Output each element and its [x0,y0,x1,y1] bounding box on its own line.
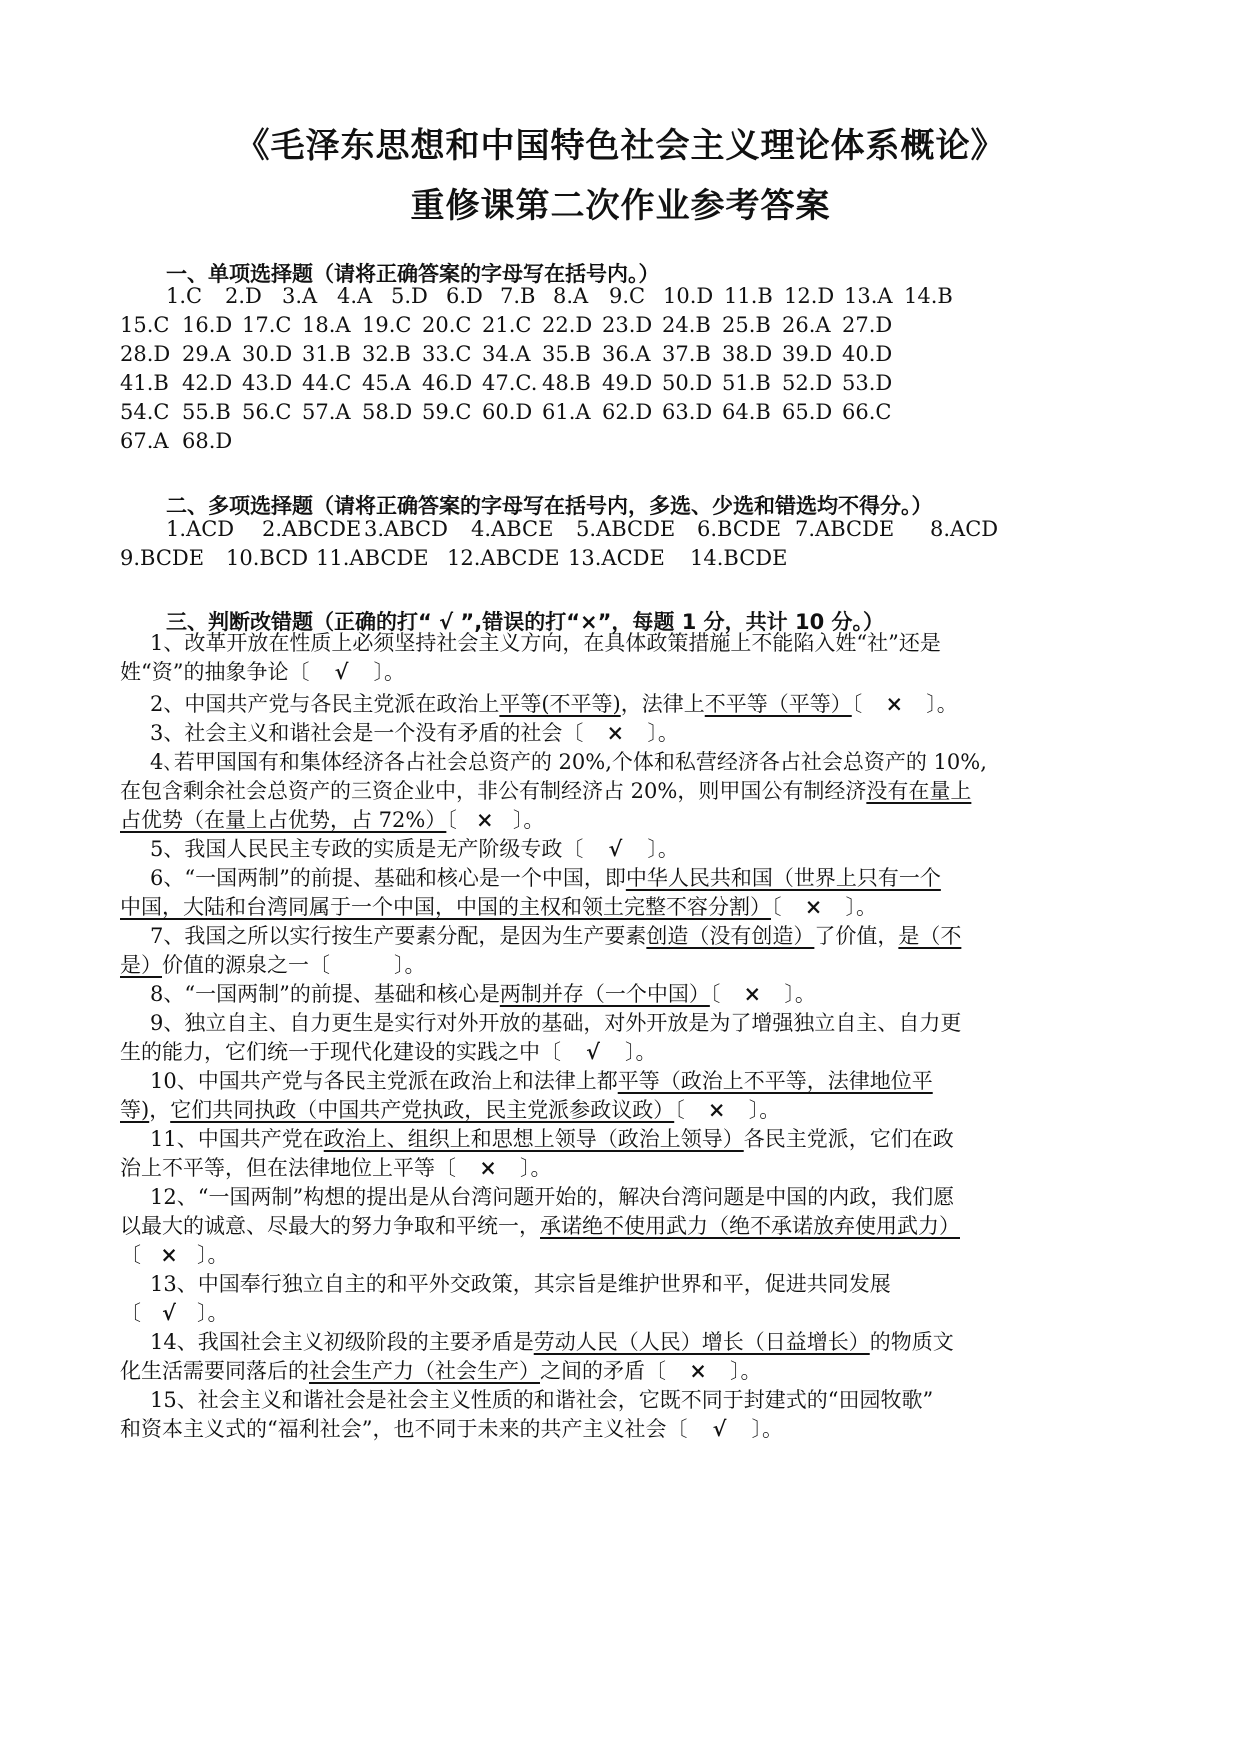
answer-item: 65.D [782,400,833,424]
tf-item-12-underline: 承诺绝不使用武力（绝不承诺放弃使用武力） [540,1214,960,1238]
answer-item: 2.D [225,284,262,308]
answer-item: 22.D [542,313,593,337]
answer-item: 35.B [542,342,591,366]
answer-item: 15.C [120,313,170,337]
tf-item-10-underline-1: 平等（政治上不平等，法律地位平 [617,1069,933,1093]
answer-item: 60.D [482,400,533,424]
answer-item: 57.A [302,400,351,424]
answer-item: 32.B [362,342,411,366]
tf-item-7-underline-1: 创造（没有创造） [646,924,815,948]
answer-item: 3.A [282,284,318,308]
answer-item: 43.D [242,371,293,395]
tf-item-2-underline-2: 不平等（平等） [704,692,852,716]
answer-item: 1.ACD [166,517,235,541]
answer-item: 9.C [609,284,646,308]
answer-item: 31.B [302,342,351,366]
tf-item-7-line2: 是）价值的源泉之一〔 〕。 [120,953,426,977]
tf-item-1-line2 [120,656,1125,688]
answer-item: 8.ACD [930,517,999,541]
tf-item-14-line2: 化生活需要同落后的社会生产力（社会生产）之间的矛盾〔 × 〕。 [120,1355,1125,1387]
cross-mark: × [885,691,904,716]
tf-item-8-underline: 两制并存（一个中国） [499,982,710,1006]
answer-item: 39.D [782,342,833,366]
answer-item: 4.A [337,284,373,308]
tf-item-2: 2、中国共产党与各民主党派在政治上平等(不平等)，法律上不平等（平等）〔 × 〕。 [150,688,1155,720]
answer-item: 27.D [842,313,893,337]
answer-item: 64.B [722,400,771,424]
answer-item: 56.C [242,400,292,424]
cross-mark: × [707,1097,726,1122]
tf-item-4-line2: 在包含剩余社会总资产的三资企业中，非公有制经济占 20%，则甲国公有制经济没有在量上 [120,779,972,803]
cross-mark: × [476,807,494,832]
answer-item: 67.A [120,429,169,453]
section3-heading: 三、判断改错题（正确的打“ √ ”,错误的打“×”，每题 1 分，共计 10 分。） [166,610,884,634]
tf-item-7-underline-2: 是（不 [898,924,962,948]
answer-item: 48.B [542,371,591,395]
tf-item-7-line1: 7、我国之所以实行按生产要素分配，是因为生产要素创造（没有创造）了价值，是（不 [150,924,962,948]
answer-item: 63.D [662,400,713,424]
answer-item: 29.A [182,342,231,366]
answer-item: 30.D [242,342,293,366]
answer-item: 46.D [422,371,473,395]
answer-item: 50.D [662,371,713,395]
tf-item-6-line2: 中国，大陆和台湾同属于一个中国，中国的主权和领土完整不容分割）〔 × 〕。 [120,891,1125,923]
answer-item: 4.ABCE [471,517,554,541]
tf-item-13-line1: 13、中国奉行独立自主的和平外交政策，其宗旨是维护世界和平，促进共同发展 [150,1272,891,1296]
answer-item: 45.A [362,371,411,395]
answer-item: 6.BCDE [697,517,782,541]
answer-item: 23.D [602,313,653,337]
tf-item-15-line1: 15、社会主义和谐社会是社会主义性质的和谐社会，它既不同于封建式的“田园牧歌” [150,1388,934,1412]
answer-item: 47.C. [482,371,538,395]
check-mark: √ [586,1039,600,1064]
tf-item-4-underline-1: 没有在量上 [866,779,972,803]
answer-item: 3.ABCD [364,517,448,541]
answer-item: 24.B [662,313,711,337]
bracket-close: 〕。 [373,660,405,684]
answer-item: 34.A [482,342,531,366]
tf-item-8: 8、“一国两制”的前提、基础和核心是两制并存（一个中国）〔 × 〕。 [150,978,1155,1010]
cross-mark: × [479,1155,497,1180]
tf-item-6-underline-2: 中国，大陆和台湾同属于一个中国，中国的主权和领土完整不容分割） [120,895,771,919]
answer-item: 51.B [722,371,771,395]
tf-item-12-line1: 12、“一国两制”构想的提出是从台湾问题开始的，解决台湾问题是中国的内政，我们愿 [150,1185,955,1209]
answer-item: 28.D [120,342,171,366]
tf-item-4-line3: 占优势（在量上占优势，占 72%）〔 × 〕。 [120,804,1125,836]
answer-item: 49.D [602,371,653,395]
tf-item-13-line2: 〔 √ 〕。 [120,1297,1125,1329]
answer-item: 14.BCDE [690,546,788,570]
tf-item-12-line3: 〔 × 〕。 [120,1239,1125,1271]
tf-item-14-line1: 14、我国社会主义初级阶段的主要矛盾是劳动人民（人民）增长（日益增长）的物质文 [150,1330,954,1354]
cross-mark: × [743,981,762,1006]
check-mark: √ [712,1416,727,1441]
answer-item: 33.C [422,342,472,366]
answer-item: 20.C [422,313,472,337]
document-title-line2: 重修课第二次作业参考答案 [410,186,831,226]
tf-item-4-underline-2: 占优势（在量上占优势，占 72%） [120,808,447,832]
tf-item-6-line1: 6、“一国两制”的前提、基础和核心是一个中国，即中华人民共和国（世界上只有一个 [150,866,941,890]
answer-item: 53.D [842,371,893,395]
check-mark: √ [334,659,349,684]
answer-item: 18.A [302,313,351,337]
answer-item: 5.ABCDE [576,517,676,541]
answer-item: 1.C [166,284,203,308]
answer-item: 10.D [663,284,714,308]
answer-item: 13.A [844,284,893,308]
check-mark: √ [162,1300,176,1325]
document-title-line1: 《毛泽东思想和中国特色社会主义理论体系概论》 [235,126,1006,166]
answer-item: 11.ABCDE [316,546,429,570]
section2-heading: 二、多项选择题（请将正确答案的字母写在括号内，多选、少选和错选均不得分。） [166,494,933,518]
answer-item: 26.A [782,313,831,337]
check-mark: √ [608,836,623,861]
answer-item: 36.A [602,342,651,366]
tf-item-11-line1: 11、中国共产党在政治上、组织上和思想上领导（政治上领导）各民主党派，它们在政 [150,1127,954,1151]
answer-item: 44.C [302,371,352,395]
answer-item: 12.ABCDE [447,546,560,570]
answer-item: 55.B [182,400,231,424]
tf-item-5: 5、我国人民民主专政的实质是无产阶级专政〔 √ 〕。 [150,833,1155,865]
tf-item-10-line2: 等)，它们共同执政（中国共产党执政，民主党派参政议政）〔 × 〕。 [120,1094,1125,1126]
answer-item: 61.A [542,400,591,424]
tf-item-10-underline-2: 等) [120,1098,150,1122]
tf-item-10-line1: 10、中国共产党与各民主党派在政治上和法律上都平等（政治上不平等，法律地位平 [150,1069,933,1093]
answer-item: 2.ABCDE [262,517,362,541]
answer-item: 12.D [784,284,835,308]
tf-item-15-line2: 和资本主义式的“福利社会”，也不同于未来的共产主义社会〔 √ 〕。 [120,1413,1125,1445]
answer-item: 17.C [242,313,292,337]
tf-item-12-line2: 以最大的诚意、尽最大的努力争取和平统一，承诺绝不使用武力（绝不承诺放弃使用武力） [120,1214,960,1238]
tf-item-1-text: 姓“资”的抽象争论〔 [120,660,310,684]
tf-item-14-underline-2: 社会生产力（社会生产） [309,1359,540,1383]
answer-item: 9.BCDE [120,546,205,570]
answer-item: 19.C [362,313,412,337]
section1-heading: 一、单项选择题（请将正确答案的字母写在括号内。） [166,262,660,286]
answer-item: 5.D [391,284,428,308]
cross-mark: × [160,1242,178,1267]
answer-item: 11.B [724,284,773,308]
tf-item-3: 3、社会主义和谐社会是一个没有矛盾的社会〔 × 〕。 [150,717,1155,749]
tf-item-14-underline-1: 劳动人民（人民）增长（日益增长） [533,1330,870,1354]
answer-item: 68.D [182,429,233,453]
answer-item: 38.D [722,342,773,366]
answer-item: 62.D [602,400,653,424]
answer-item: 16.D [182,313,233,337]
tf-item-2-underline-1: 平等(不平等) [499,692,621,716]
answer-item: 40.D [842,342,893,366]
tf-item-11-underline: 政治上、组织上和思想上领导（政治上领导） [323,1127,744,1151]
answer-item: 8.A [553,284,589,308]
cross-mark: × [689,1358,707,1383]
answer-item: 6.D [446,284,483,308]
answer-item: 58.D [362,400,413,424]
tf-item-9-line2: 生的能力，它们统一于现代化建设的实践之中〔 √ 〕。 [120,1036,1125,1068]
tf-item-4-line1: 4､若甲国国有和集体经济各占社会总资产的 20%,个体和私营经济各占社会总资产的 10%, [150,750,987,774]
tf-item-1-line1: 1、改革开放在性质上必须坚持社会主义方向，在具体政策措施上不能陷入姓“社”还是 [150,631,941,655]
cross-mark: × [606,720,625,745]
answer-item: 14.B [904,284,953,308]
answer-item: 10.BCD [226,546,309,570]
answer-item: 7.B [500,284,536,308]
tf-item-9-line1: 9、独立自主、自力更生是实行对外开放的基础，对外开放是为了增强独立自主、自力更 [150,1011,962,1035]
answer-item: 7.ABCDE [795,517,895,541]
answer-item: 59.C [422,400,472,424]
cross-mark: × [804,894,823,919]
answer-item: 54.C [120,400,170,424]
answer-item: 42.D [182,371,233,395]
tf-item-11-line2: 治上不平等，但在法律地位上平等〔 × 〕。 [120,1152,1125,1184]
answer-item: 21.C [482,313,532,337]
answer-item: 41.B [120,371,169,395]
answer-item: 52.D [782,371,833,395]
answer-item: 13.ACDE [568,546,665,570]
tf-item-7-underline-3: 是） [120,953,162,977]
tf-item-10-underline-3: 它们共同执政（中国共产党执政，民主党派参政议政） [170,1098,675,1122]
answer-item: 37.B [662,342,711,366]
answer-item: 25.B [722,313,771,337]
tf-item-6-underline-1: 中华人民共和国（世界上只有一个 [625,866,941,890]
answer-item: 66.C [842,400,892,424]
